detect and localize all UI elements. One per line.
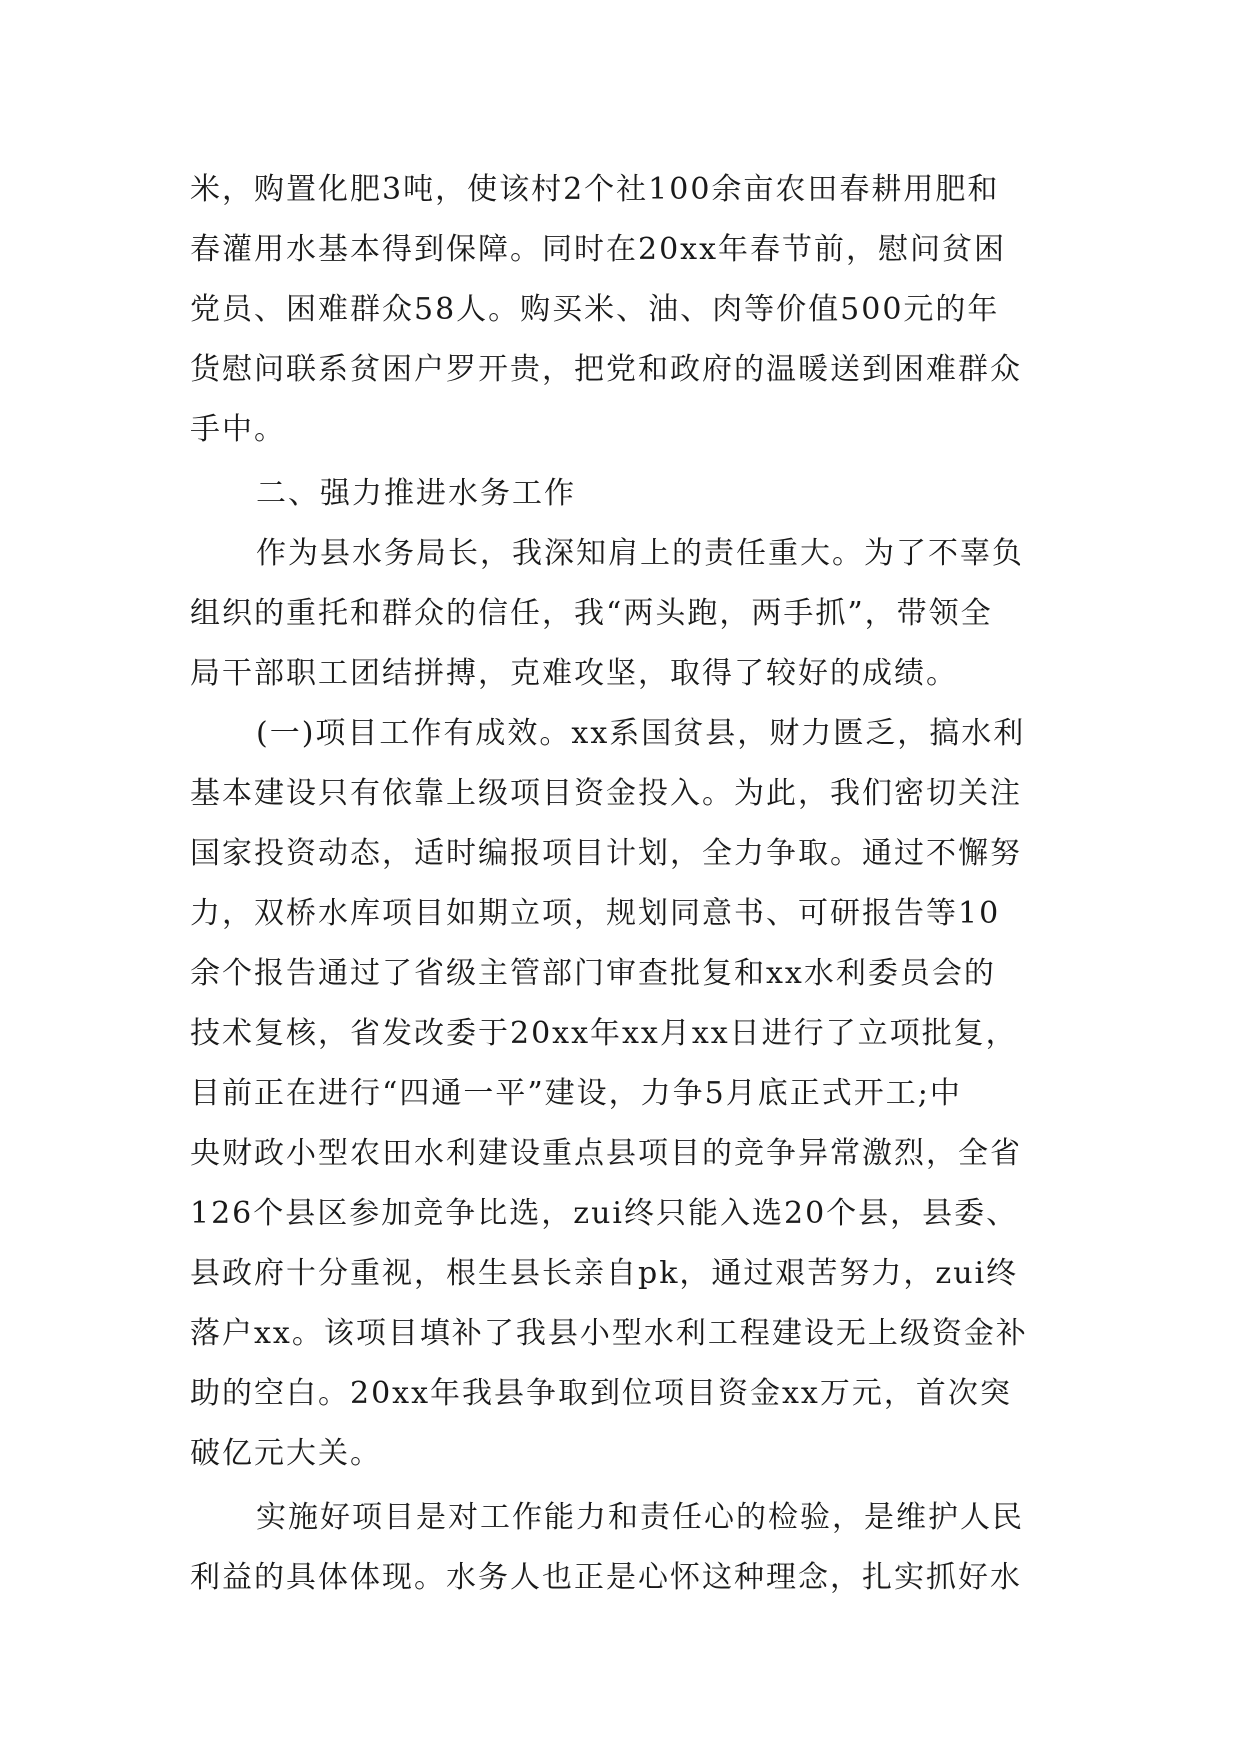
text-line: 技术复核，省发改委于20xx年xx月xx日进行了立项批复， (190, 1016, 1018, 1051)
text-line: 货慰问联系贫困户罗开贵，把党和政府的温暖送到困难群众 (190, 352, 1022, 387)
text-line: 春灌用水基本得到保障。同时在20xx年春节前，慰问贫困 (190, 232, 1007, 267)
text-line: 利益的具体体现。水务人也正是心怀这种理念，扎实抓好水 (190, 1560, 1022, 1595)
text-line: 破亿元大关。 (190, 1436, 382, 1471)
section-heading: 二、强力推进水务工作 (256, 476, 576, 511)
text-line: 目前正在进行“四通一平”建设，力争5月底正式开工;中 (190, 1076, 962, 1111)
text-line: 国家投资动态，适时编报项目计划，全力争取。通过不懈努 (190, 836, 1022, 871)
text-line: 米，购置化肥3吨，使该村2个社100余亩农田春耕用肥和 (190, 172, 1000, 207)
text-line: 党员、困难群众58人。购买米、油、肉等价值500元的年 (190, 292, 1000, 327)
text-line: 手中。 (190, 412, 286, 447)
text-line: (一)项目工作有成效。xx系国贫县，财力匮乏，搞水利 (256, 716, 1026, 751)
text-line: 作为县水务局长，我深知肩上的责任重大。为了不辜负 (256, 536, 1024, 571)
text-line: 局干部职工团结拼搏，克难攻坚，取得了较好的成绩。 (190, 656, 958, 691)
text-line: 126个县区参加竞争比选，zui终只能入选20个县，县委、 (190, 1196, 1019, 1231)
text-line: 力，双桥水库项目如期立项，规划同意书、可研报告等10 (190, 896, 1001, 931)
text-line: 实施好项目是对工作能力和责任心的检验，是维护人民 (256, 1500, 1024, 1535)
text-line: 落户xx。该项目填补了我县小型水利工程建设无上级资金补 (190, 1316, 1028, 1351)
text-line: 央财政小型农田水利建设重点县项目的竞争异常激烈，全省 (190, 1136, 1022, 1171)
body-text (190, 160, 1060, 1608)
text-line: 组织的重托和群众的信任，我“两头跑，两手抓”，带领全 (190, 596, 993, 631)
text-line: 基本建设只有依靠上级项目资金投入。为此，我们密切关注 (190, 776, 1022, 811)
text-line: 助的空白。20xx年我县争取到位项目资金xx万元，首次突 (190, 1376, 1012, 1411)
text-line: 余个报告通过了省级主管部门审查批复和xx水利委员会的 (190, 956, 996, 991)
text-line: 县政府十分重视，根生县长亲自pk，通过艰苦努力，zui终 (190, 1256, 1019, 1291)
